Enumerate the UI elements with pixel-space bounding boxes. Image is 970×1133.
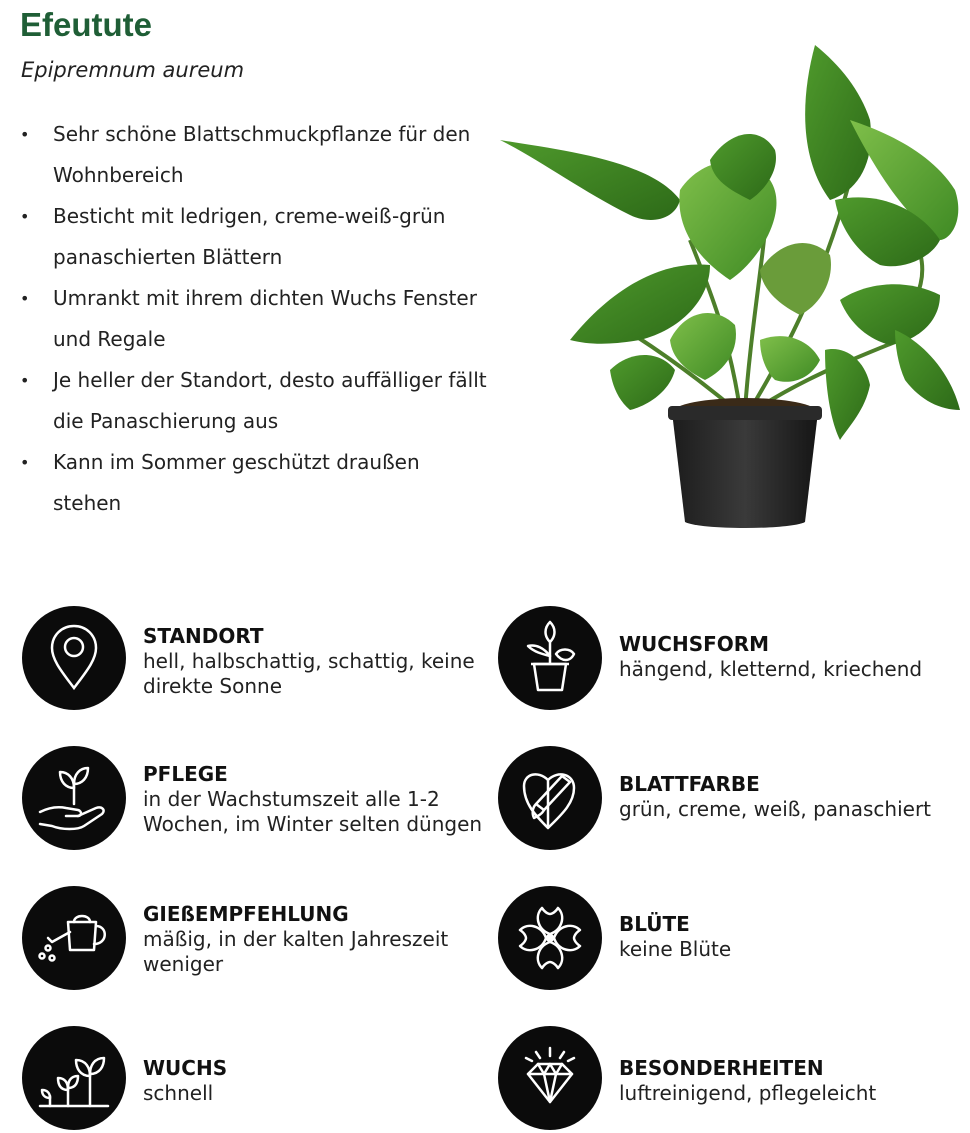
feature-title: WUCHSFORM <box>619 632 770 656</box>
sprouts-icon <box>22 1026 126 1130</box>
bullet-dot: • <box>20 207 30 226</box>
feature-giessen <box>22 886 482 991</box>
list-item: • Besticht mit ledrigen, creme-weiß-grün panaschierten Blättern <box>20 196 490 278</box>
feature-bullet-list <box>20 114 490 524</box>
feature-title: BLATTFARBE <box>619 772 760 796</box>
feature-title: BLÜTE <box>619 912 690 936</box>
feature-title: PFLEGE <box>143 762 228 786</box>
feature-description: in der Wachstumszeit alle 1-2 Wochen, im Winter selten düngen <box>143 787 483 836</box>
feature-title: STANDORT <box>143 624 264 648</box>
list-item: • Sehr schöne Blattschmuckpflanze für den Wohnbereich <box>20 114 490 196</box>
feature-besonderheiten <box>498 1026 958 1131</box>
feature-standort <box>22 606 482 711</box>
list-item: • Umrankt mit ihrem dichten Wuchs Fenster und Regale <box>20 278 490 360</box>
list-item: • Je heller der Standort, desto auffälliger fällt die Panaschierung aus <box>20 360 490 442</box>
feature-title: WUCHS <box>143 1056 228 1080</box>
diamond-icon <box>498 1026 602 1130</box>
feature-description: hell, halbschattig, schattig, keine direkte Sonne <box>143 649 475 698</box>
feature-title: GIEßEMPFEHLUNG <box>143 902 349 926</box>
watering-can-icon <box>22 886 126 990</box>
feature-description: luftreinigend, pflegeleicht <box>619 1081 877 1105</box>
feature-wuchsform <box>498 606 958 711</box>
flower-icon <box>498 886 602 990</box>
feature-bluete <box>498 886 958 991</box>
feature-description: grün, creme, weiß, panaschiert <box>619 797 932 821</box>
bullet-dot: • <box>20 125 30 144</box>
plant-image <box>500 40 970 540</box>
feature-wuchs <box>22 1026 482 1131</box>
feature-description: schnell <box>143 1081 214 1105</box>
location-pin-icon <box>22 606 126 710</box>
feature-pflege <box>22 746 482 851</box>
feature-description: keine Blüte <box>619 937 732 961</box>
feature-description: mäßig, in der kalten Jahreszeit weniger <box>143 927 449 976</box>
feature-title: BESONDERHEITEN <box>619 1056 824 1080</box>
page-title: Efeutute <box>20 6 152 43</box>
bullet-dot: • <box>20 371 30 390</box>
bullet-dot: • <box>20 289 30 308</box>
leaf-brush-icon <box>498 746 602 850</box>
botanical-name: Epipremnum aureum <box>21 58 245 82</box>
feature-blattfarbe <box>498 746 958 851</box>
potted-plant-icon <box>498 606 602 710</box>
feature-description: hängend, kletternd, kriechend <box>619 657 923 681</box>
list-item: • Kann im Sommer geschützt draußen stehen <box>20 442 490 524</box>
hand-seedling-icon <box>22 746 126 850</box>
bullet-dot: • <box>20 453 30 472</box>
